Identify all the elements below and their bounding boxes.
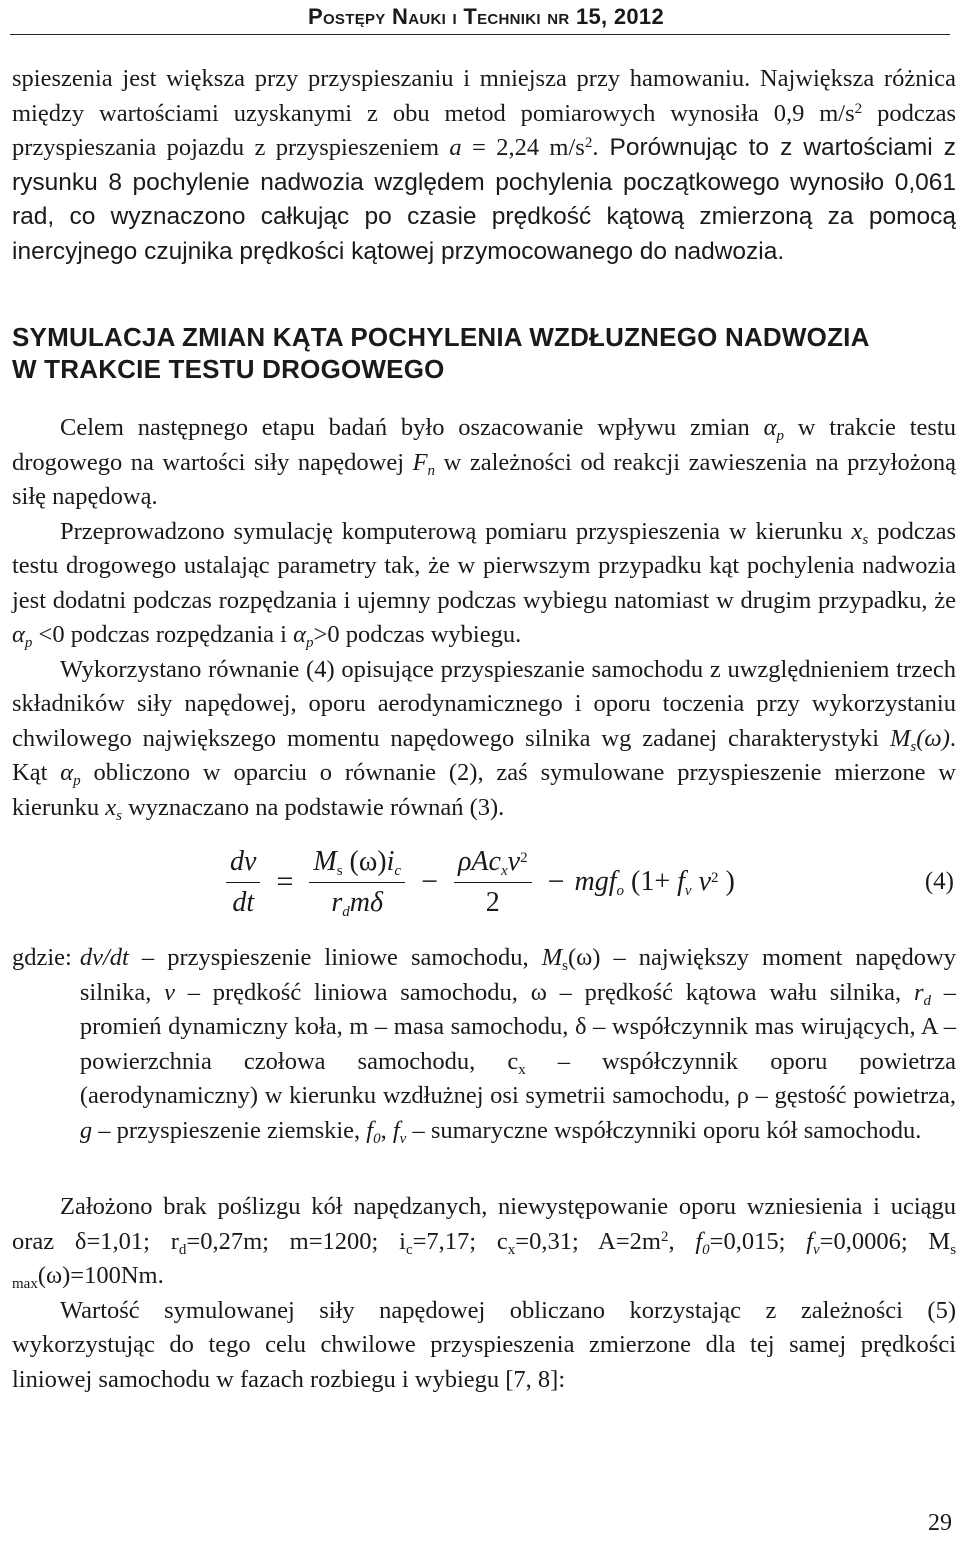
where-label: gdzie:: [12, 944, 72, 971]
equation-4: [12, 831, 956, 931]
section-heading-line-2: W TRAKCIE TESTU DROGOWEGO: [12, 354, 445, 384]
symbol-definitions: [12, 941, 956, 1148]
symbol-definitions-text: dv/dt – przyspieszenie liniowe samochodu, $M_s(\omega)$ – największy moment napędowy silnika, v – prędkość liniowa samochodu, ω – prędkość kątowa wału silnika, $r_d$ – promień dynamiczny koła, m – masa samochodu, δ – współczynnik mas wirujących, A – powierzchnia czołowa samochodu, $c_x$ – współczynnik oporu powietrza (aerodynamiczny) w kierunku wzdłużnej osi symetrii samochodu, ρ – gęstość powietrza, g – przyspieszenie ziemskie, $f_0$, $f_v$ – sumaryczne współczynniki oporu kół samochodu.: [79, 944, 956, 1147]
paragraph-6: Wartość symulowanej siły napędowej obliczano korzystając z zależności (5) wykorzystując do tego celu chwilowe przyspieszenia zmierzone dla tej samej prędkości liniowej samochodu w fazach rozbiegu i wybiegu [7, 8]:: [12, 1296, 956, 1393]
paragraph-5: Założono brak poślizgu kół napędzanych, niewystępowanie oporu wzniesienia i uciągu oraz δ=1,01; $r_d=0,27m$; m=1200; $i_c=7,17$; $c_x=0,31$; $A=2m^2$, $f_0=0,015$; $f_v=0,0006$; $M_{s max}(\omega)=100Nm$.: [12, 1193, 957, 1292]
equation-number: (4): [924, 868, 954, 895]
page-number: 29: [928, 1510, 952, 1536]
minus-sign-1: −: [421, 864, 438, 898]
rolling-resistance-term: mgf$_o$ ($1+ f_v$ $v^2$ ): [574, 865, 735, 899]
section-heading: [12, 321, 956, 385]
header-rule: [10, 34, 950, 35]
minus-sign-2: −: [547, 864, 565, 898]
paragraph-1: spieszenia jest większa przy przyspieszaniu i mniejsza przy hamowaniu. Największa różnica między wartościami uzyskanymi z obu metod pomiarowych wynosiła 0,9 $m/s^2$ podczas przyspieszania pojazdu z przyspieszeniem a = 2,24 $m/s^2$. Porównując to z wartościami z rysunku 8 pochylenie nadwozia względem pochylenia początkowego wynosiło 0,061 rad, co wyznaczono całkując po czasie prędkość kątową zmierzoną za pomocą inercyjnego czujnika prędkości kątowej przymocowanego do nadwozia.: [12, 65, 956, 265]
fraction-aero-drag: $\frac{\rho Ac_xv^2}{2}$: [454, 845, 532, 920]
paragraph-4: Wykorzystano równanie (4) opisujące przyspieszanie samochodu z uwzględnieniem trzech składników siły napędowej, oporu aerodynamicznego i oporu toczenia przy wykorzystaniu chwilowego największego momentu napędowego silnika wg zadanej charakterystyki $M_s(\omega)$. Kąt $\alpha_p$ obliczono w oparciu o równanie (2), zaś symulowane przyspieszenie mierzone w kierunku $x_s$ wyznaczano na podstawie równań (3).: [12, 655, 957, 824]
running-header: Postępy Nauki i Techniki nr 15, 2012: [307, 4, 664, 29]
fraction-drive-force: $\frac{M_s (\omega)i_c}{r_dm\delta}$: [309, 845, 405, 920]
fraction-dv-dt: $\frac{dv}{dt}$: [226, 845, 260, 920]
equals-sign: =: [276, 864, 294, 898]
page-content: [12, 62, 956, 1397]
paragraph-2: Celem następnego etapu badań było oszacowanie wpływu zmian $\alpha_p$ w trakcie testu drogowego na wartości siły napędowej $F_n$ w zależności od reakcji zawieszenia na przyłożoną siłę napędową.: [12, 414, 956, 510]
section-heading-line-1: SYMULACJA ZMIAN KĄTA POCHYLENIA WZDŁUZNEGO NADWOZIA: [12, 322, 870, 352]
paragraph-3: Przeprowadzono symulację komputerową pomiaru przyspieszenia w kierunku $x_s$ podczas testu drogowego ustalając parametry tak, że w pierwszym przypadku kąt pochylenia nadwozia jest dodatni podczas rozpędzania i ujemny podczas wybiegu natomiast w drugim przypadku, że $\alpha_p <0$ podczas rozpędzania i $\alpha_p>0$ podczas wybiegu.: [12, 517, 956, 651]
